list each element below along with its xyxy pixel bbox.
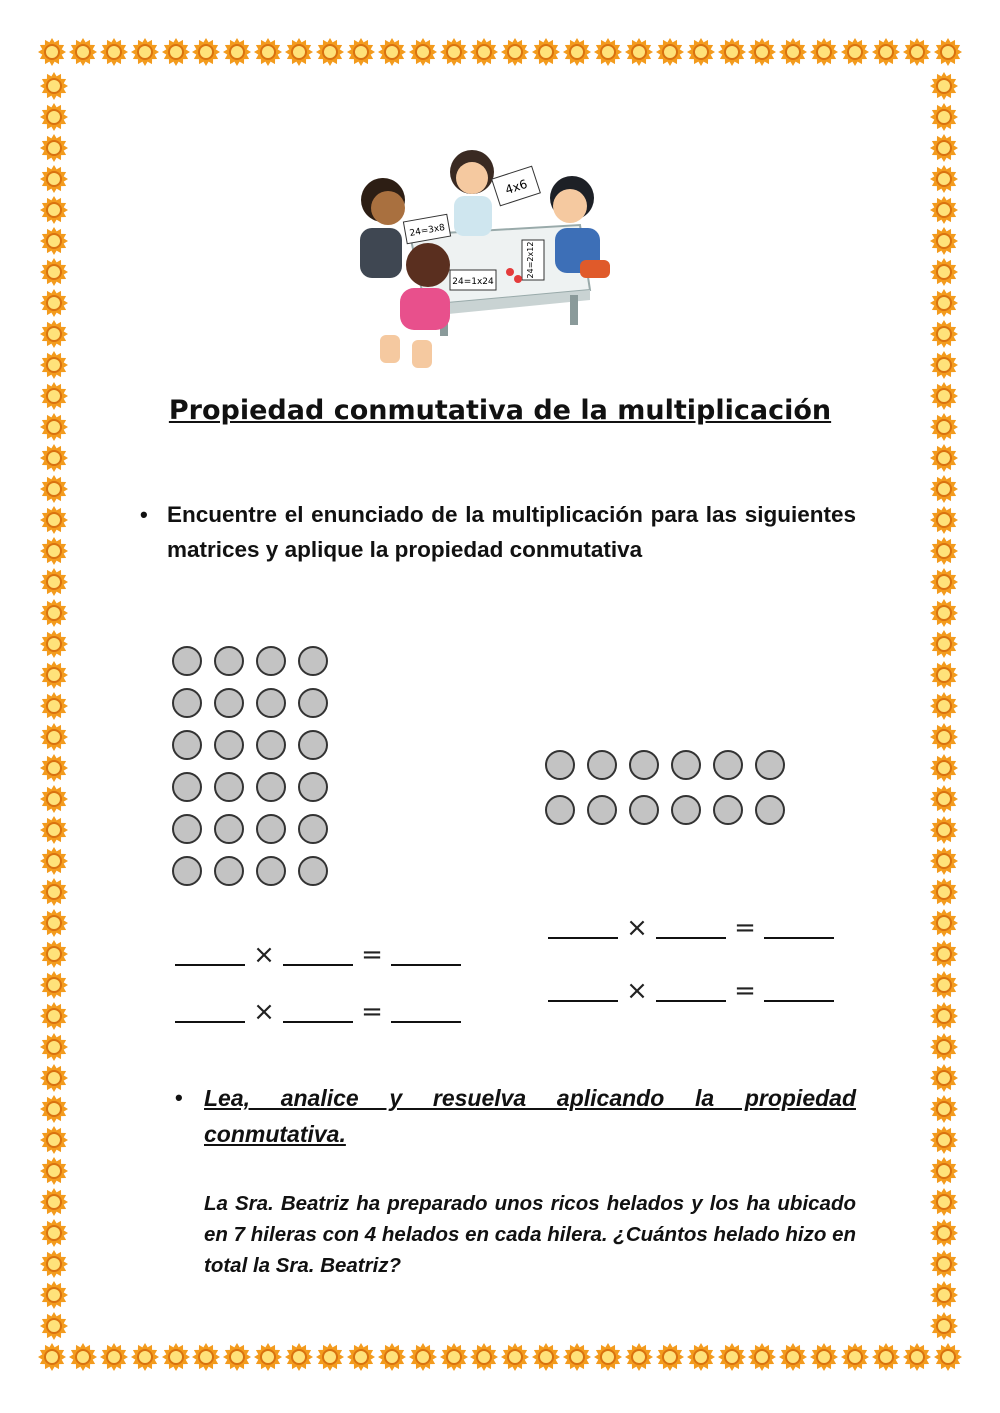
- sun-icon: [40, 785, 70, 813]
- sun-icon: [930, 568, 960, 596]
- sun-icon: [930, 1002, 960, 1030]
- sun-icon: [162, 1343, 190, 1373]
- card-24-2x12: [522, 240, 544, 280]
- girl-front-leg: [380, 335, 400, 363]
- sun-icon: [930, 1250, 960, 1278]
- sun-icon: [934, 1343, 962, 1373]
- sun-icon: [100, 38, 128, 68]
- card-4x6: [492, 166, 541, 206]
- matrix-dot: [214, 730, 244, 760]
- sun-icon: [930, 258, 960, 286]
- sun-icon: [930, 971, 960, 999]
- sun-icon: [69, 38, 97, 68]
- sun-icon: [930, 351, 960, 379]
- instruction-1: [140, 497, 856, 567]
- sun-icon: [930, 289, 960, 317]
- sun-icon: [378, 1343, 406, 1373]
- matrix-dot: [587, 795, 617, 825]
- matrix-dot: [298, 730, 328, 760]
- sun-icon: [40, 1188, 70, 1216]
- sun-icon: [409, 38, 437, 68]
- sun-icon: [40, 165, 70, 193]
- sun-icon: [930, 537, 960, 565]
- sun-icon: [40, 134, 70, 162]
- matrix-dot: [629, 795, 659, 825]
- sun-icon: [779, 1343, 807, 1373]
- sun-icon: [100, 1343, 128, 1373]
- matrix-dot: [256, 814, 286, 844]
- sun-icon: [930, 878, 960, 906]
- sun-icon: [40, 227, 70, 255]
- sun-icon: [718, 38, 746, 68]
- sun-icon: [748, 1343, 776, 1373]
- sun-icon: [40, 1312, 70, 1340]
- sun-icon: [40, 630, 70, 658]
- sun-icon: [930, 909, 960, 937]
- sun-icon: [903, 38, 931, 68]
- times-sign: ×: [626, 976, 648, 1006]
- matrix-dot: [214, 688, 244, 718]
- sun-icon: [40, 1064, 70, 1092]
- sun-icon: [254, 38, 282, 68]
- equals-sign: =: [734, 913, 756, 943]
- matrix-dot: [298, 646, 328, 676]
- sun-icon: [40, 475, 70, 503]
- sun-icon: [563, 38, 591, 68]
- sun-icon: [40, 72, 70, 100]
- sun-icon: [440, 1343, 468, 1373]
- sun-icon: [930, 692, 960, 720]
- times-sign: ×: [253, 940, 275, 970]
- matrix-dot: [545, 795, 575, 825]
- sun-icon: [285, 38, 313, 68]
- answer-blank[interactable]: [764, 999, 834, 1002]
- sun-icon: [930, 72, 960, 100]
- sun-icon: [563, 1343, 591, 1373]
- matrix-dot: [172, 814, 202, 844]
- matrix-dot: [298, 856, 328, 886]
- instruction-2-heading: Lea, analice y resuelva aplicando la propiedad conmutativa.: [204, 1085, 856, 1147]
- sun-icon: [841, 1343, 869, 1373]
- sun-icon: [40, 1126, 70, 1154]
- matrix-2x6: [545, 750, 797, 840]
- matrix-dot: [214, 814, 244, 844]
- sun-icon: [930, 227, 960, 255]
- sun-icon: [40, 258, 70, 286]
- svg-text:24=2x12: 24=2x12: [526, 241, 535, 279]
- matrix-dot: [755, 795, 785, 825]
- sun-icon: [40, 816, 70, 844]
- answer-blank[interactable]: [391, 1020, 461, 1023]
- table-leg: [570, 295, 578, 325]
- sun-icon: [810, 1343, 838, 1373]
- sun-icon: [687, 1343, 715, 1373]
- sun-icon: [40, 537, 70, 565]
- children-table-illustration: [350, 140, 640, 380]
- sun-icon: [930, 599, 960, 627]
- sun-icon: [625, 38, 653, 68]
- matrix-dot: [545, 750, 575, 780]
- sun-icon: [223, 38, 251, 68]
- sun-icon: [532, 1343, 560, 1373]
- sun-icon: [40, 599, 70, 627]
- sun-icon: [625, 1343, 653, 1373]
- sun-icon: [254, 1343, 282, 1373]
- answer-blank[interactable]: [548, 936, 618, 939]
- sun-icon: [40, 940, 70, 968]
- sun-icon: [470, 38, 498, 68]
- matrix-dot: [298, 688, 328, 718]
- sun-icon: [779, 38, 807, 68]
- sun-icon: [40, 661, 70, 689]
- sun-icon: [38, 1343, 66, 1373]
- sun-icon: [748, 38, 776, 68]
- card-24-1x24: [450, 270, 496, 290]
- sun-icon: [930, 165, 960, 193]
- matrix-dot: [172, 730, 202, 760]
- matrix-dot: [755, 750, 785, 780]
- sun-icon: [810, 38, 838, 68]
- sun-icon: [316, 1343, 344, 1373]
- equals-sign: =: [361, 997, 383, 1027]
- matrix-dot: [214, 646, 244, 676]
- answer-blank[interactable]: [283, 1020, 353, 1023]
- answer-blank[interactable]: [391, 963, 461, 966]
- matrix-dot: [629, 750, 659, 780]
- sun-icon: [40, 1033, 70, 1061]
- matrix-dot: [298, 772, 328, 802]
- sun-icon: [930, 1281, 960, 1309]
- sun-icon: [440, 38, 468, 68]
- border-right: [930, 72, 960, 1340]
- sun-icon: [656, 38, 684, 68]
- matrix-dot: [587, 750, 617, 780]
- sun-icon: [872, 1343, 900, 1373]
- sun-icon: [223, 1343, 251, 1373]
- sun-icon: [347, 1343, 375, 1373]
- die: [506, 268, 514, 276]
- sun-icon: [930, 1188, 960, 1216]
- equals-sign: =: [734, 976, 756, 1006]
- sun-icon: [930, 847, 960, 875]
- sun-icon: [131, 1343, 159, 1373]
- girl-front-body: [400, 288, 450, 330]
- sun-icon: [347, 38, 375, 68]
- sun-icon: [934, 38, 962, 68]
- instruction-1-text: Encuentre el enunciado de la multiplicación para las siguientes matrices y aplique la propiedad conmutativa: [167, 502, 856, 562]
- sun-icon: [930, 816, 960, 844]
- sun-icon: [872, 38, 900, 68]
- word-problem: La Sra. Beatriz ha preparado unos ricos helados y los ha ubicado en 7 hileras con 4 helados en cada hilera. ¿Cuántos helado hizo en total la Sra. Beatriz?: [204, 1192, 856, 1277]
- answer-blank[interactable]: [548, 999, 618, 1002]
- sun-icon: [930, 475, 960, 503]
- equation-left-1[interactable]: [175, 940, 461, 970]
- equation-right-2[interactable]: [548, 976, 834, 1006]
- sun-icon: [40, 568, 70, 596]
- sun-icon: [930, 1157, 960, 1185]
- girl-top-body: [454, 196, 492, 236]
- sun-icon: [40, 320, 70, 348]
- sun-icon: [930, 506, 960, 534]
- matrix-dot: [671, 750, 701, 780]
- sun-icon: [40, 196, 70, 224]
- sun-icon: [930, 723, 960, 751]
- sun-icon: [40, 103, 70, 131]
- girl-front-hair: [406, 243, 450, 287]
- matrix-dot: [256, 772, 286, 802]
- sun-icon: [930, 1033, 960, 1061]
- answer-blank[interactable]: [175, 963, 245, 966]
- sun-icon: [40, 351, 70, 379]
- sun-icon: [40, 971, 70, 999]
- sun-icon: [40, 1002, 70, 1030]
- sun-icon: [40, 692, 70, 720]
- sun-icon: [687, 38, 715, 68]
- boy-right-shoe: [580, 260, 610, 278]
- matrix-dot: [298, 814, 328, 844]
- border-bottom: [38, 1343, 962, 1373]
- boy-left-face: [371, 191, 405, 225]
- sun-icon: [930, 444, 960, 472]
- matrix-dot: [713, 795, 743, 825]
- matrix-dot: [256, 730, 286, 760]
- svg-text:24=1x24: 24=1x24: [452, 277, 494, 287]
- sun-icon: [285, 1343, 313, 1373]
- sun-icon: [40, 847, 70, 875]
- boy-right-face: [553, 189, 587, 223]
- answer-blank[interactable]: [656, 936, 726, 939]
- sun-icon: [930, 103, 960, 131]
- sun-icon: [930, 134, 960, 162]
- girl-front-leg: [412, 340, 432, 368]
- sun-icon: [930, 754, 960, 782]
- sun-icon: [192, 38, 220, 68]
- sun-icon: [40, 1095, 70, 1123]
- sun-icon: [40, 723, 70, 751]
- sun-icon: [40, 754, 70, 782]
- sun-icon: [40, 506, 70, 534]
- sun-icon: [501, 38, 529, 68]
- sun-icon: [40, 444, 70, 472]
- sun-icon: [40, 1250, 70, 1278]
- sun-icon: [40, 1281, 70, 1309]
- equals-sign: =: [361, 940, 383, 970]
- equation-right-1[interactable]: [548, 913, 834, 943]
- sun-icon: [930, 630, 960, 658]
- sun-icon: [718, 1343, 746, 1373]
- sun-icon: [501, 1343, 529, 1373]
- answer-blank[interactable]: [656, 999, 726, 1002]
- sun-icon: [930, 940, 960, 968]
- sun-icon: [40, 1219, 70, 1247]
- matrix-dot: [214, 856, 244, 886]
- sun-icon: [532, 38, 560, 68]
- sun-icon: [409, 1343, 437, 1373]
- sun-icon: [930, 1126, 960, 1154]
- sun-icon: [903, 1343, 931, 1373]
- matrix-dot: [172, 856, 202, 886]
- sun-icon: [930, 1219, 960, 1247]
- sun-icon: [930, 1064, 960, 1092]
- sun-icon: [40, 878, 70, 906]
- sun-icon: [162, 38, 190, 68]
- matrix-6x4: [172, 646, 340, 898]
- answer-blank[interactable]: [283, 963, 353, 966]
- matrix-dot: [256, 646, 286, 676]
- times-sign: ×: [626, 913, 648, 943]
- page-title: Propiedad conmutativa de la multiplicación: [168, 395, 832, 426]
- boy-left-body: [360, 228, 402, 278]
- border-left: [40, 72, 70, 1340]
- sun-icon: [930, 196, 960, 224]
- sun-icon: [930, 1095, 960, 1123]
- bullet: •: [140, 502, 148, 527]
- sun-icon: [131, 38, 159, 68]
- sun-icon: [930, 1312, 960, 1340]
- die: [514, 275, 522, 283]
- answer-blank[interactable]: [175, 1020, 245, 1023]
- matrix-dot: [172, 646, 202, 676]
- sun-icon: [40, 909, 70, 937]
- sun-icon: [378, 38, 406, 68]
- matrix-dot: [172, 772, 202, 802]
- sun-icon: [38, 38, 66, 68]
- svg-text:24=3x8: 24=3x8: [408, 222, 446, 240]
- sun-icon: [192, 1343, 220, 1373]
- matrix-dot: [671, 795, 701, 825]
- sun-icon: [841, 38, 869, 68]
- matrix-dot: [256, 688, 286, 718]
- sun-icon: [69, 1343, 97, 1373]
- matrix-dot: [256, 856, 286, 886]
- bullet: •: [175, 1085, 183, 1110]
- sun-icon: [316, 38, 344, 68]
- matrix-dot: [214, 772, 244, 802]
- sun-icon: [656, 1343, 684, 1373]
- svg-text:4x6: 4x6: [503, 176, 530, 198]
- answer-blank[interactable]: [764, 936, 834, 939]
- sun-icon: [930, 785, 960, 813]
- matrix-dot: [713, 750, 743, 780]
- sun-icon: [930, 320, 960, 348]
- equation-left-2[interactable]: [175, 997, 461, 1027]
- sun-icon: [930, 661, 960, 689]
- matrix-dot: [172, 688, 202, 718]
- times-sign: ×: [253, 997, 275, 1027]
- sun-icon: [594, 38, 622, 68]
- sun-icon: [594, 1343, 622, 1373]
- sun-icon: [40, 1157, 70, 1185]
- border-top: [38, 38, 962, 68]
- instruction-2: [175, 1080, 856, 1152]
- sun-icon: [40, 289, 70, 317]
- girl-top-face: [456, 162, 488, 194]
- sun-icon: [470, 1343, 498, 1373]
